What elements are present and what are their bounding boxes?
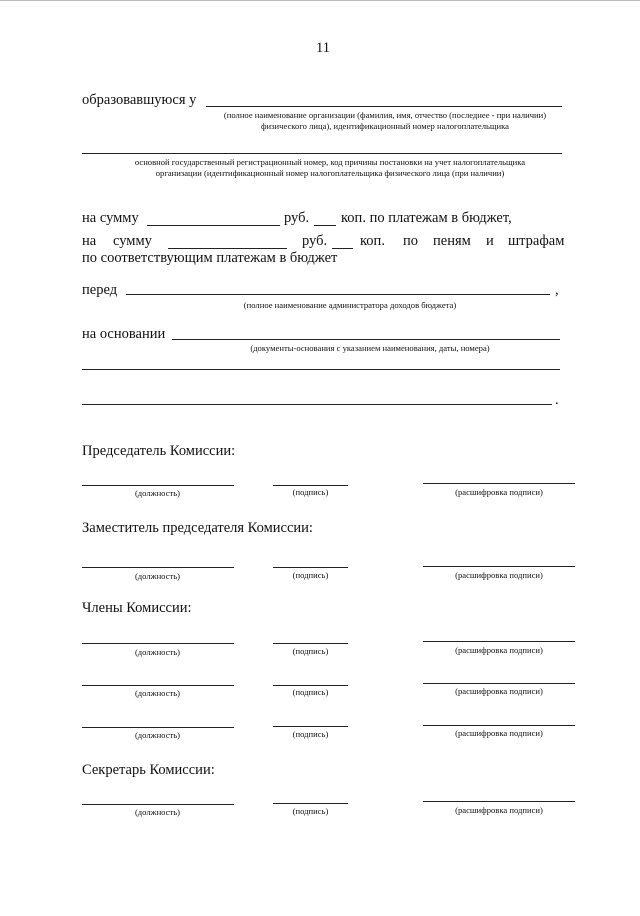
member2-signature-field[interactable] — [273, 685, 348, 686]
scan-edge — [0, 0, 640, 6]
member2-decoding-label: (расшифровка подписи) — [455, 686, 543, 696]
deputy-signature-label: (подпись) — [292, 570, 329, 580]
member1-signature-label: (подпись) — [292, 646, 329, 656]
member3-decoding-field[interactable] — [423, 725, 575, 726]
basis-label: на основании — [82, 326, 166, 342]
budget-payments-line: по соответствующим платежам в бюджет — [82, 250, 338, 266]
secretary-position-label: (должность) — [134, 807, 181, 817]
basis-field-2[interactable] — [82, 369, 560, 370]
penalty-rub-field[interactable] — [168, 248, 287, 249]
secretary-decoding-field[interactable] — [423, 801, 575, 802]
debtor-name-note: (полное наименование организации (фамилия, имя, отчество (последнее - при наличии) физического лица), идентификационный номер налогоплательщика — [223, 110, 547, 131]
kop-label-2: коп. — [360, 233, 385, 249]
chairman-heading: Председатель Комиссии: — [82, 443, 236, 459]
chairman-position-field[interactable] — [82, 485, 234, 486]
deputy-decoding-label: (расшифровка подписи) — [455, 570, 543, 580]
member2-position-label: (должность) — [134, 688, 181, 698]
secretary-decoding-label: (расшифровка подписи) — [455, 805, 543, 815]
penyam-word: пеням — [433, 233, 471, 249]
comma: , — [555, 282, 559, 298]
secretary-signature-field[interactable] — [273, 803, 348, 804]
owed-by-label: образовавшуюся у — [82, 92, 197, 108]
deputy-position-label: (должность) — [134, 571, 181, 581]
basis-field-3[interactable] — [82, 404, 552, 405]
deputy-heading: Заместитель председателя Комиссии: — [82, 520, 313, 536]
chairman-signature-field[interactable] — [273, 485, 348, 486]
member3-signature-label: (подпись) — [292, 729, 329, 739]
chairman-decoding-label: (расшифровка подписи) — [455, 487, 543, 497]
summu-word: сумму — [113, 233, 152, 249]
deputy-position-field[interactable] — [82, 567, 234, 568]
amount-kop-field[interactable] — [314, 225, 336, 226]
administrator-note: (полное наименование администратора доходов бюджета) — [243, 300, 457, 310]
secretary-signature-label: (подпись) — [292, 806, 329, 816]
chairman-position-label: (должность) — [134, 488, 181, 498]
member3-decoding-label: (расшифровка подписи) — [455, 728, 543, 738]
chairman-decoding-field[interactable] — [423, 483, 575, 484]
before-label: перед — [82, 282, 118, 298]
deputy-decoding-field[interactable] — [423, 566, 575, 567]
kop-budget-label: коп. по платежам в бюджет, — [341, 210, 512, 226]
rub-label-2: руб. — [302, 233, 328, 249]
rub-label-1: руб. — [284, 210, 310, 226]
member1-position-label: (должность) — [134, 647, 181, 657]
page-number: 11 — [316, 40, 330, 56]
member1-decoding-label: (расшифровка подписи) — [455, 645, 543, 655]
member3-position-field[interactable] — [82, 727, 234, 728]
debtor-registration-field[interactable] — [82, 153, 562, 154]
secretary-position-field[interactable] — [82, 804, 234, 805]
member2-decoding-field[interactable] — [423, 683, 575, 684]
members-heading: Члены Комиссии: — [82, 600, 192, 616]
member2-position-field[interactable] — [82, 685, 234, 686]
member1-signature-field[interactable] — [273, 643, 348, 644]
i-word: и — [486, 233, 494, 249]
member2-signature-label: (подпись) — [292, 687, 329, 697]
debtor-name-field[interactable] — [206, 106, 562, 107]
amount-rub-field[interactable] — [147, 225, 280, 226]
member3-signature-field[interactable] — [273, 726, 348, 727]
member1-decoding-field[interactable] — [423, 641, 575, 642]
po-word: по — [403, 233, 419, 249]
deputy-signature-field[interactable] — [273, 567, 348, 568]
member1-position-field[interactable] — [82, 643, 234, 644]
debtor-registration-note: основной государственный регистрационный номер, код причины постановки на учет налогоплательщика организации (идентификационный номер налогоплательщика физического лица (при наличии) — [134, 157, 526, 178]
secretary-heading: Секретарь Комиссии: — [82, 762, 215, 778]
penalty-kop-field[interactable] — [332, 248, 353, 249]
member3-position-label: (должность) — [134, 730, 181, 740]
amount-label: на сумму — [82, 210, 139, 226]
shtrafam-word: штрафам — [508, 233, 565, 249]
basis-note: (документы-основания с указанием наименования, даты, номера) — [250, 343, 490, 353]
na-word: на — [82, 233, 97, 249]
administrator-field[interactable] — [126, 294, 550, 295]
end-dot: . — [555, 392, 559, 408]
chairman-signature-label: (подпись) — [292, 487, 329, 497]
basis-field[interactable] — [172, 339, 560, 340]
